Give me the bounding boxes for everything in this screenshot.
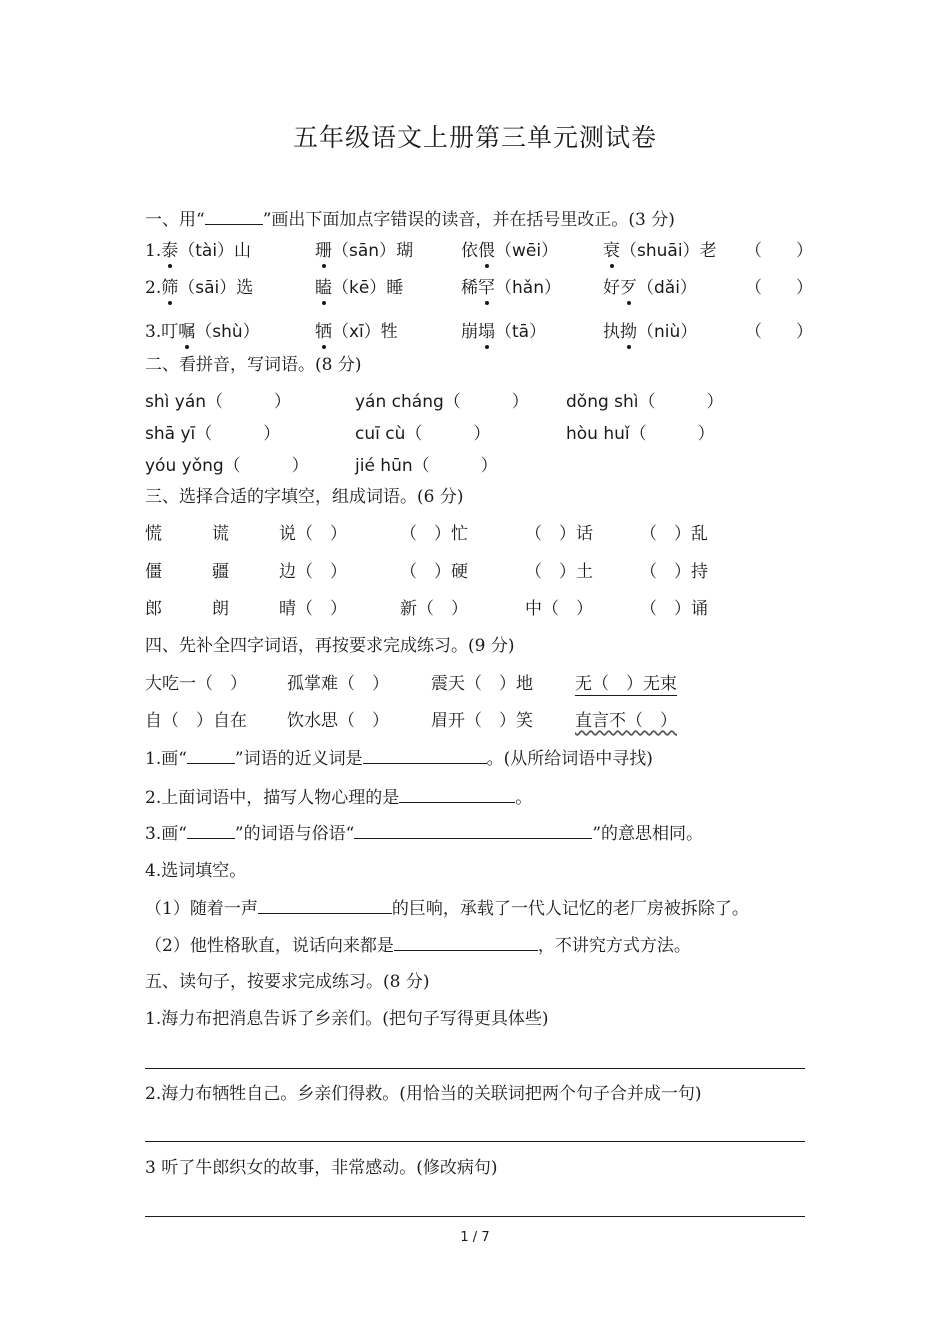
pinyin-item: shì yán（ ） (145, 392, 292, 412)
answer-paren[interactable]: （ ） (745, 278, 813, 298)
item-char: 崩 (461, 322, 478, 342)
q1-item (461, 277, 561, 299)
underline-sample (187, 822, 235, 839)
item-number: 2. (145, 278, 162, 298)
pinyin-item: cuī cù（ ） (355, 424, 491, 444)
pinyin-item: yóu yǒng（ ） (145, 456, 309, 476)
item-char: 叮 (161, 322, 179, 342)
fill-word[interactable]: （ ）诵 (640, 599, 708, 619)
q5-sub-2: 2.海力布牺牲自己。乡亲们得救。(用恰当的关联词把两个句子合并成一句) (145, 1084, 702, 1104)
dotted-char: 偎 (478, 241, 495, 261)
pinyin-item: yán cháng（ ） (355, 392, 529, 412)
dotted-char: 歹 (620, 278, 637, 298)
dotted-char: 衰 (603, 241, 620, 261)
answer-blank[interactable] (394, 934, 538, 951)
fill-word[interactable]: （ ）乱 (640, 524, 708, 544)
q4-sub-6: （2）他性格耿直，说话向来都是 ，不讲究方式方法。 (145, 936, 691, 956)
q1-item (603, 240, 717, 262)
q1-item (603, 321, 697, 343)
dotted-char: 塌 (478, 322, 495, 342)
answer-line[interactable] (145, 1068, 805, 1069)
q1-item (315, 240, 413, 262)
q4-idiom-1: 大吃一（ ） (145, 674, 247, 694)
item-char: 稀 (461, 278, 478, 298)
fill-word[interactable]: 边（ ） (279, 562, 347, 582)
dotted-char: 筛 (161, 278, 179, 298)
pinyin: （xī） (332, 322, 381, 342)
q1-item (315, 321, 398, 343)
pinyin: （sān） (332, 241, 397, 261)
item-char: 好 (603, 278, 620, 298)
item-number: 1. (145, 241, 162, 261)
dotted-char: 珊 (315, 241, 332, 261)
answer-line[interactable] (145, 1141, 805, 1142)
item-char: 依 (461, 241, 478, 261)
q4-idiom-3: 震天（ ）地 (431, 674, 533, 694)
q1-item (145, 321, 260, 343)
item-number: 3. (145, 322, 162, 342)
item-char: 执 (603, 322, 620, 342)
q4-idiom-6: 饮水思（ ） (287, 711, 389, 731)
pinyin: （dǎi） (637, 278, 697, 298)
q1-item (315, 277, 403, 299)
q4-sub-4: 4.选词填空。 (145, 861, 247, 881)
q2-header: 二、看拼音，写词语。(8 分) (145, 355, 362, 375)
fill-word[interactable]: （ ）持 (640, 562, 708, 582)
q1-header: 一、用“ ”画出下面加点字错误的读音，并在括号里改正。(3 分) (145, 210, 675, 230)
pinyin: （shuāi） (620, 241, 700, 261)
q4-idiom-2: 孤掌难（ ） (287, 674, 389, 694)
page-number: 1 / 7 (460, 1230, 490, 1245)
q3-header: 三、选择合适的字填空，组成词语。(6 分) (145, 487, 464, 507)
page-title: 五年级语文上册第三单元测试卷 (292, 123, 657, 152)
fill-word[interactable]: 说（ ） (279, 524, 347, 544)
choice-char: 僵 (145, 562, 162, 582)
choice-char: 郎 (145, 599, 162, 619)
pinyin: （tā） (495, 322, 547, 342)
fill-word[interactable]: （ ）话 (525, 524, 593, 544)
q4-idiom-7: 眉开（ ）笑 (431, 711, 533, 731)
q4-sub-3: 3.画“ ”的词语与俗语“ ”的意思相同。 (145, 824, 704, 844)
q4-header: 四、先补全四字词语，再按要求完成练习。(9 分) (145, 636, 515, 656)
item-char: 老 (699, 241, 717, 261)
pinyin: （tài） (178, 241, 235, 261)
fill-word[interactable]: （ ）忙 (400, 524, 468, 544)
pinyin-item: dǒng shì（ ） (566, 392, 724, 412)
answer-blank[interactable] (354, 822, 592, 839)
q1-item (461, 240, 558, 262)
answer-paren[interactable]: （ ） (745, 322, 813, 342)
underline-sample (205, 208, 263, 225)
q1-item (603, 277, 697, 299)
fill-word[interactable]: 中（ ） (525, 599, 593, 619)
q4-sub-1: 1.画“ ”词语的近义词是 。(从所给词语中寻找) (145, 749, 653, 769)
answer-blank[interactable] (363, 747, 487, 764)
item-char: 瑚 (396, 241, 414, 261)
answer-blank[interactable] (258, 897, 392, 914)
item-char: 山 (234, 241, 252, 261)
pinyin: （sāi） (178, 278, 237, 298)
answer-line[interactable] (145, 1216, 805, 1217)
dotted-char: 拗 (620, 322, 637, 342)
fill-word[interactable]: （ ）土 (525, 562, 593, 582)
choice-char: 疆 (212, 562, 229, 582)
answer-blank[interactable] (399, 786, 515, 803)
item-char: 牲 (380, 322, 398, 342)
dotted-char: 瞌 (315, 278, 332, 298)
item-char: 睡 (386, 278, 404, 298)
q1-item (461, 321, 546, 343)
q5-header: 五、读句子，按要求完成练习。(8 分) (145, 972, 430, 992)
choice-char: 谎 (212, 524, 229, 544)
choice-char: 朗 (212, 599, 229, 619)
answer-paren[interactable]: （ ） (745, 241, 813, 261)
q4-idiom-4: 无（ ）无束 (575, 674, 677, 694)
q4-idiom-5: 自（ ）自在 (145, 711, 247, 731)
dotted-char: 嘱 (178, 322, 196, 342)
dotted-char: 泰 (161, 241, 179, 261)
fill-word[interactable]: （ ）硬 (400, 562, 468, 582)
underline-sample (187, 747, 235, 764)
pinyin: （kē） (332, 278, 387, 298)
q4-sub-5: （1）随着一声 的巨响，承载了一代人记忆的老厂房被拆除了。 (145, 899, 749, 919)
pinyin-item: shā yī（ ） (145, 424, 281, 444)
choice-char: 慌 (145, 524, 162, 544)
pinyin-item: hòu huǐ（ ） (566, 424, 715, 444)
pinyin: （hǎn） (495, 278, 561, 298)
q5-sub-3: 3 听了牛郎织女的故事，非常感动。(修改病句) (145, 1158, 498, 1178)
fill-word[interactable]: 新（ ） (400, 599, 468, 619)
q4-idiom-8: 直言不（ ） (575, 711, 677, 731)
q1-item (145, 277, 253, 299)
dotted-char: 牺 (315, 322, 332, 342)
q5-sub-1: 1.海力布把消息告诉了乡亲们。(把句子写得更具体些) (145, 1009, 549, 1029)
pinyin: （wēi） (495, 241, 559, 261)
q4-sub-2: 2.上面词语中，描写人物心理的是 。 (145, 788, 533, 808)
pinyin: （niù） (637, 322, 698, 342)
item-char: 选 (236, 278, 254, 298)
pinyin: （shù） (195, 322, 260, 342)
q1-item (145, 240, 251, 262)
fill-word[interactable]: 晴（ ） (279, 599, 347, 619)
dotted-char: 罕 (478, 278, 495, 298)
pinyin-item: jié hūn（ ） (355, 456, 498, 476)
